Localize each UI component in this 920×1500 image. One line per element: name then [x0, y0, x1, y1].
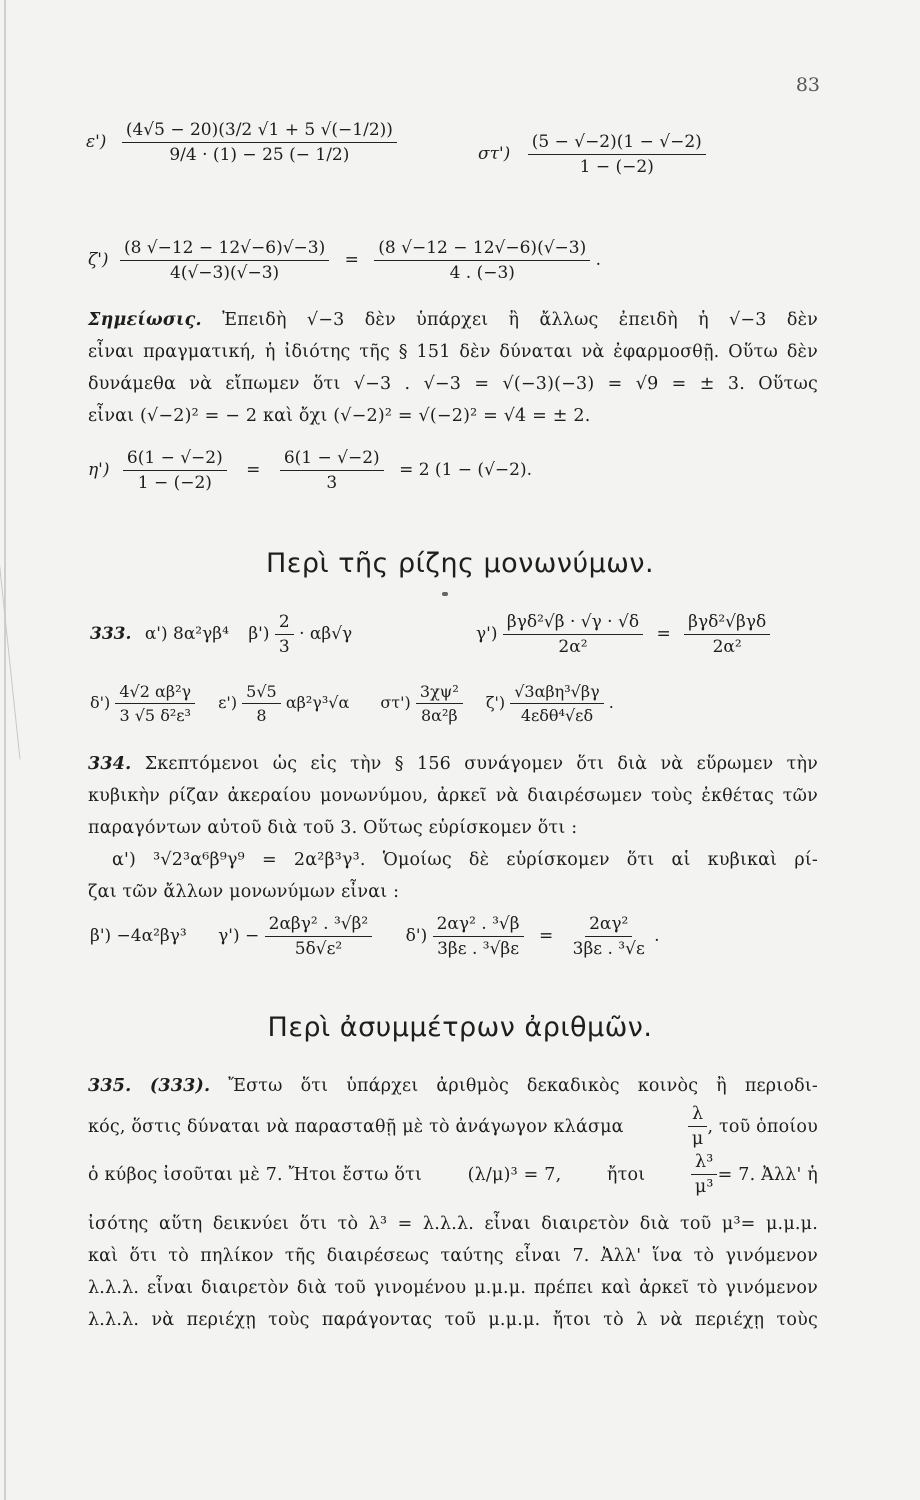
exercise-number: 334. [88, 754, 132, 774]
fraction [510, 682, 603, 725]
answer-e-label: ε') [218, 693, 238, 712]
denominator: 4(√−3)(√−3) [170, 263, 280, 283]
fraction [569, 914, 649, 959]
ink-spot [442, 592, 448, 596]
fraction [115, 682, 195, 725]
fraction-lambda-mu [688, 1104, 708, 1149]
fraction [503, 612, 643, 657]
page-edge [4, 0, 6, 1500]
answer-a: α') 8α²γβ⁴ [144, 624, 229, 644]
answer-d-label: δ') [405, 926, 428, 946]
denominator: 4 . (−3) [449, 263, 515, 283]
note-text: Ἐπειδὴ √−3 δὲν ὑπάρχει ἢ ἄλλως ἐπειδὴ ἡ √−3 δὲν [222, 310, 819, 330]
exercise-number: 333. [90, 624, 132, 644]
denominator: 3 √5 δ²ε³ [119, 706, 191, 725]
equation-e [86, 120, 397, 165]
equation-label: η') [88, 460, 110, 480]
numerator: 5√5 [242, 682, 281, 704]
period: . [654, 926, 660, 946]
denominator: 3 [278, 637, 290, 657]
denominator: 8α²β [420, 706, 458, 725]
note-line-1 [88, 310, 818, 330]
note-line-2: εἶναι πραγματική, ἡ ἰδιότης τῆς § 151 δὲν δύναται νὰ ἐφαρμοσθῇ. Οὕτω δὲν [88, 342, 818, 362]
numerator: 2αγ² [585, 914, 632, 937]
exercise-335-line-5: καὶ ὅτι τὸ πηλίκον τῆς διαιρέσεως ταύτης εἶναι 7. Ἀλλ' ἵνα τὸ γινόμενον [88, 1246, 818, 1266]
equation-st [478, 132, 706, 177]
exercise-334-line-4: α') ³√2³α⁶β⁹γ⁹ = 2α²β³γ³. Ὁμοίως δὲ εὑρίσκομεν ὅτι αἱ κυβικαὶ ρί- [112, 850, 818, 870]
note-label: Σημείωσις. [88, 310, 202, 330]
denominator: 3βε . ³√βε [437, 939, 520, 959]
numerator: λ³ [691, 1152, 718, 1175]
answer-z-label: ζ') [485, 693, 506, 712]
denominator: 9/4 · (1) − 25 (− 1/2) [169, 145, 350, 165]
exercise-333-row-1 [90, 612, 352, 657]
equation-z [88, 238, 601, 283]
fraction [280, 448, 384, 493]
numerator: (8 √−12 − 12√−6)√−3) [120, 238, 329, 261]
fraction [433, 914, 524, 959]
exercise-335-line-3 [88, 1152, 818, 1197]
answer-st-label: στ') [380, 693, 411, 712]
exercise-333-g [476, 612, 770, 657]
denominator: 1 − (−2) [137, 473, 212, 493]
equation-label: στ') [478, 144, 511, 164]
numerator: 2αβγ² . ³√β² [265, 914, 373, 937]
fraction-cubes [691, 1152, 718, 1197]
denominator: 3 [326, 473, 338, 493]
fraction [265, 914, 373, 959]
exercise-335-line-6: λ.λ.λ. εἶναι διαιρετὸν διὰ τοῦ γινομένου μ.μ.μ. πρέπει καὶ ἀρκεῖ τὸ γινόμενον [88, 1278, 818, 1298]
denominator: 2α² [712, 637, 742, 657]
equals-sign: = [246, 460, 261, 480]
denominator: 3βε . ³√ε [572, 939, 645, 959]
denominator: μ [691, 1129, 704, 1149]
exercise-334-line-1 [88, 754, 818, 774]
answer-b-rest: · αβ√γ [299, 624, 353, 644]
period: . [595, 250, 602, 270]
note-line-4: εἶναι (√−2)² = − 2 καὶ ὄχι (√−2)² = √(−2)² = √4 = ± 2. [88, 406, 591, 426]
note-line-3: δυνάμεθα νὰ εἴπωμεν ὅτι √−3 . √−3 = √(−3)(−3) = √9 = ± 3. Οὕτως [88, 374, 818, 394]
answer-d-label: δ') [90, 693, 111, 712]
answer-b: β') −4α²βγ³ [90, 926, 187, 946]
equation-label: ζ') [88, 250, 109, 270]
page-number: 83 [795, 74, 820, 96]
exercise-334-line-3: παραγόντων αὐτοῦ διὰ τοῦ 3. Οὕτως εὑρίσκομεν ὅτι : [88, 818, 578, 838]
equals-sign: = [538, 926, 554, 946]
fraction [122, 120, 397, 165]
exercise-334-line-5: ζαι τῶν ἄλλων μονωνύμων εἶναι : [88, 882, 400, 902]
numerator: 6(1 − √−2) [280, 448, 384, 471]
section-title-monomial-roots: Περὶ τῆς ρίζης μονωνύμων. [265, 548, 655, 579]
exercise-334-answers [90, 914, 660, 959]
denominator: μ³ [694, 1177, 714, 1197]
fraction [275, 612, 294, 657]
numerator: 2αγ² . ³√β [433, 914, 524, 937]
text: κός, ὅστις δύναται νὰ παρασταθῇ μὲ τὸ ἀνάγωγον κλάσμα [88, 1116, 624, 1137]
exercise-335-line-7: λ.λ.λ. νὰ περιέχῃ τοὺς παράγοντας τοῦ μ.μ.μ. ἤτοι τὸ λ νὰ περιέχῃ τοὺς [88, 1310, 818, 1330]
exercise-number: 335. (333). [88, 1076, 211, 1096]
denominator: 4εδθ⁴√εδ [520, 706, 594, 725]
numerator: βγδ²√βγδ [684, 612, 770, 635]
answer-g-label: γ') − [218, 926, 260, 946]
equals-sign: = [656, 624, 671, 644]
section-title-irrational-numbers: Περὶ ἀσυμμέτρων ἀριθμῶν. [267, 1012, 653, 1043]
text: = 7. Ἀλλ' ἡ [717, 1164, 818, 1185]
text: ὁ κύβος ἰσοῦται μὲ 7. Ἤτοι ἔστω ὅτι [88, 1164, 423, 1185]
denominator: 2α² [558, 637, 588, 657]
numerator: βγδ²√β · √γ · √δ [503, 612, 643, 635]
numerator: 6(1 − √−2) [123, 448, 227, 471]
exercise-335-line-2 [88, 1104, 818, 1149]
period: . [608, 693, 614, 712]
equation-h [88, 448, 532, 493]
answer-g-label: γ') [476, 624, 498, 644]
exercise-335-line-1 [88, 1076, 818, 1096]
denominator: 8 [256, 706, 267, 725]
numerator: 3χψ² [416, 682, 463, 704]
exercise-text: Ἔστω ὅτι ὑπάρχει ἀριθμὸς δεκαδικὸς κοινὸς ἢ περιοδι- [228, 1076, 818, 1096]
text: , τοῦ ὁποίου [707, 1116, 818, 1137]
numerator: (4√5 − 20)(3/2 √1 + 5 √(−1/2)) [122, 120, 397, 143]
equals-sign: = [344, 250, 359, 270]
fraction [528, 132, 706, 177]
fraction [416, 682, 463, 725]
text: ἤτοι [606, 1164, 646, 1185]
fraction [374, 238, 590, 283]
equation-result: = 2 (1 − (√−2). [399, 460, 532, 480]
denominator: 1 − (−2) [579, 157, 654, 177]
equation-label: ε') [86, 132, 107, 152]
fraction [123, 448, 227, 493]
power-expression: (λ/μ)³ = 7, [467, 1164, 562, 1185]
numerator: 4√2 αβ²γ [115, 682, 195, 704]
exercise-334-line-2: κυβικὴν ρίζαν ἀκεραίου μονωνύμου, ἀρκεῖ νὰ διαιρέσωμεν τοὺς ἐκθέτας τῶν [88, 786, 818, 806]
fraction [242, 682, 281, 725]
answer-b-label: β') [248, 624, 270, 644]
numerator: 2 [275, 612, 294, 635]
numerator: (8 √−12 − 12√−6)(√−3) [374, 238, 590, 261]
answer-e-rest: αβ²γ³√α [285, 693, 350, 712]
exercise-335-line-4: ἰσότης αὕτη δεικνύει ὅτι τὸ λ³ = λ.λ.λ. εἶναι διαιρετὸν διὰ τοῦ μ³= μ.μ.μ. [88, 1214, 818, 1234]
denominator: 5δ√ε² [294, 939, 343, 959]
fraction-group [691, 1152, 818, 1197]
fraction-group [688, 1104, 818, 1149]
exercise-text: Σκεπτόμενοι ὡς εἰς τὴν § 156 συνάγομεν ὅτι διὰ νὰ εὕρωμεν τὴν [144, 754, 819, 774]
numerator: (5 − √−2)(1 − √−2) [528, 132, 706, 155]
exercise-333-row-2 [90, 682, 614, 725]
fraction [120, 238, 329, 283]
numerator: √3αβη³√βγ [510, 682, 603, 704]
numerator: λ [688, 1104, 707, 1127]
fraction [684, 612, 770, 657]
